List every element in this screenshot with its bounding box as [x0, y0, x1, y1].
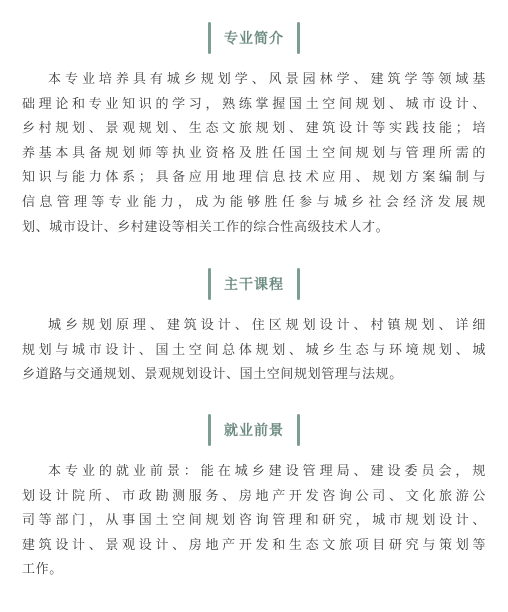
paragraph-line: 城乡规划原理、建筑设计、住区规划设计、村镇规划、详细	[48, 318, 486, 333]
paragraph-line: 本专业的就业前景：能在城乡建设管理局、建设委员会，规	[48, 464, 486, 479]
paragraph-line: 乡村规划、景观规划、生态文旅规划、建筑设计等实践技能；培	[22, 121, 486, 137]
section-intro	[0, 18, 508, 240]
paragraph-line: 础理论和专业知识的学习，熟练掌握国土空间规划、城市设计、	[22, 96, 486, 112]
section-courses	[0, 264, 508, 388]
section-career	[0, 410, 508, 583]
heading-right-bar	[297, 22, 300, 54]
heading-title: 主干课程	[224, 277, 284, 293]
career-paragraph	[22, 460, 486, 583]
courses-paragraph	[22, 314, 486, 388]
section-heading-courses	[208, 264, 300, 304]
paragraph-line: 养基本具备规划师等执业资格及胜任国土空间规划与管理所需的	[22, 145, 486, 161]
section-heading-intro	[208, 18, 300, 58]
heading-left-bar	[208, 22, 211, 54]
heading-wrap	[0, 18, 508, 58]
paragraph-line: 划、城市设计、乡村建设等相关工作的综合性高级技术人才。	[22, 219, 390, 235]
paragraph-line: 信息管理等专业能力，成为能够胜任参与城乡社会经济发展规	[22, 194, 486, 210]
paragraph-line: 规划与城市设计、国土空间总体规划、城乡生态与环境规划、城	[22, 342, 486, 358]
heading-left-bar	[208, 268, 211, 300]
heading-right-bar	[297, 268, 300, 300]
paragraph-line: 划设计院所、市政勘测服务、房地产开发咨询公司、文化旅游公	[22, 488, 486, 504]
heading-title: 就业前景	[224, 423, 284, 439]
paragraph-line: 本专业培养具有城乡规划学、风景园林学、建筑学等领域基	[48, 72, 486, 87]
paragraph-line: 知识与能力体系；具备应用地理信息技术应用、规划方案编制与	[22, 170, 486, 186]
paragraph-line: 乡道路与交通规划、景观规划设计、国土空间规划管理与法规。	[22, 367, 403, 383]
paragraph-line: 工作。	[22, 562, 63, 578]
intro-paragraph	[22, 68, 486, 240]
paragraph-line: 司等部门，从事国土空间规划咨询管理和研究，城市规划设计、	[22, 513, 486, 529]
paragraph-line: 建筑设计、景观设计、房地产开发和生态文旅项目研究与策划等	[22, 537, 486, 553]
section-heading-career	[208, 410, 300, 450]
heading-wrap	[0, 264, 508, 304]
heading-right-bar	[297, 414, 300, 446]
heading-wrap	[0, 410, 508, 450]
heading-left-bar	[208, 414, 211, 446]
heading-title: 专业简介	[224, 31, 284, 47]
